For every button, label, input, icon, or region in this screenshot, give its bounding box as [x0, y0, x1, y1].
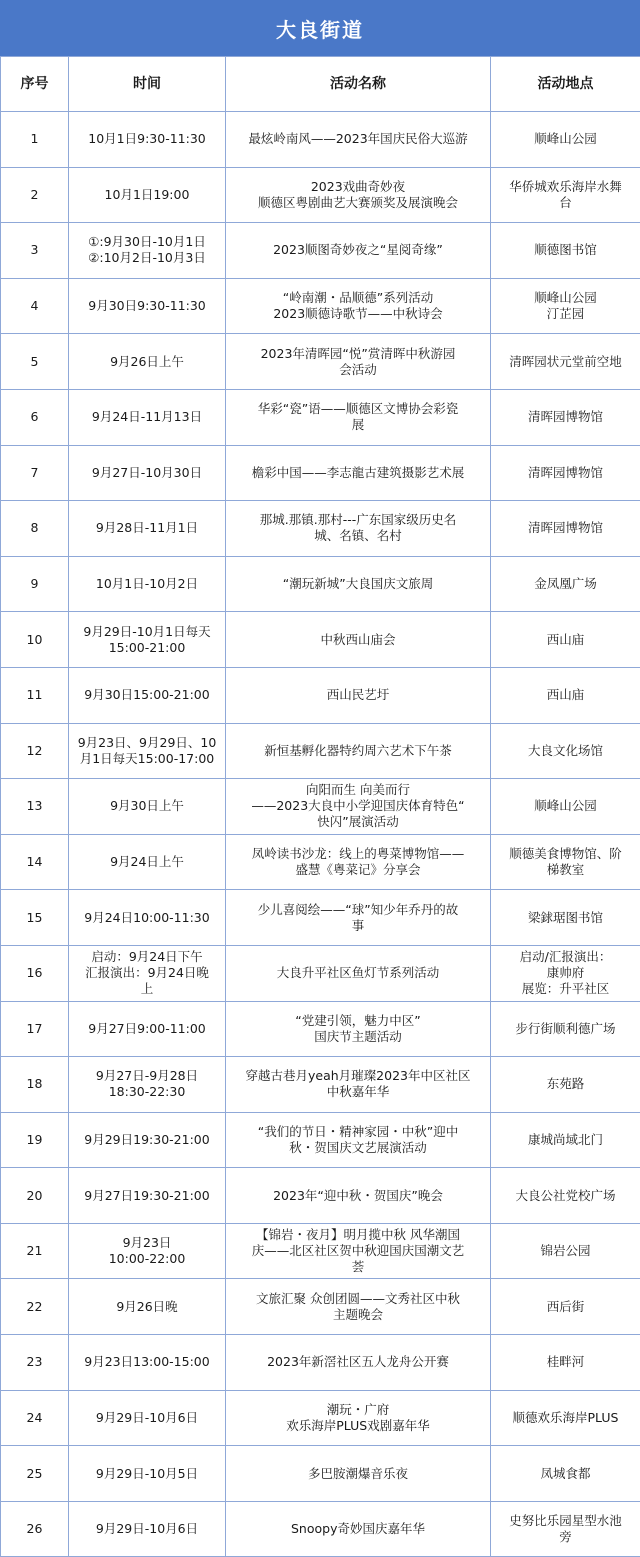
row-activity-name-cell — [226, 445, 491, 501]
row-time: 10月1日-10月2日 — [95, 576, 199, 592]
row-time-cell — [69, 834, 226, 890]
row-time-cell — [69, 1223, 226, 1279]
row-place: 清晖园博物馆 — [527, 409, 603, 425]
row-number-cell — [1, 1446, 69, 1502]
row-place-cell — [491, 612, 640, 668]
row-time: 9月23日、9月29日、10 月1日每天15:00-17:00 — [77, 734, 217, 766]
row-activity-name-cell — [226, 1501, 491, 1557]
row-place-cell — [491, 890, 640, 946]
row-time: 9月26日上午 — [110, 353, 184, 369]
table-row — [1, 945, 640, 1001]
row-number-cell — [1, 945, 69, 1001]
row-place-cell — [491, 445, 640, 501]
row-number: 6 — [30, 409, 39, 425]
row-time: ①:9月30日-10月1日 ②:10月2日-10月3日 — [88, 234, 206, 266]
row-number: 1 — [30, 131, 39, 147]
row-place: 顺峰山公园 — [534, 131, 597, 147]
row-time: 9月30日9:30-11:30 — [88, 298, 206, 314]
activity-table — [0, 56, 640, 1557]
row-place: 康城尚域北门 — [527, 1131, 603, 1147]
row-activity-name: 2023年“迎中秋・贺国庆”晚会 — [273, 1187, 443, 1203]
table-row — [1, 1446, 640, 1502]
row-time: 9月29日-10月6日 — [95, 1409, 199, 1425]
row-number: 8 — [30, 520, 39, 536]
row-number: 11 — [26, 687, 43, 703]
row-place: 西后街 — [546, 1298, 585, 1314]
row-time-cell — [69, 779, 226, 835]
row-place: 西山庙 — [546, 687, 585, 703]
row-activity-name-cell — [226, 1335, 491, 1391]
row-activity-name-cell — [226, 167, 491, 223]
row-activity-name: 穿越古巷月yeah月璀璨2023年中区社区 中秋嘉年华 — [245, 1068, 471, 1100]
row-activity-name: “党建引领，魅力中区” 国庆节主题活动 — [295, 1012, 421, 1044]
row-activity-name-cell — [226, 501, 491, 557]
table-row — [1, 1223, 640, 1279]
row-time-cell — [69, 278, 226, 334]
row-activity-name: 凤岭读书沙龙：线上的粤菜博物馆—— 盛慧《粤菜记》分享会 — [251, 846, 465, 878]
row-time: 9月29日-10月1日每天 15:00-21:00 — [83, 623, 211, 655]
row-number-cell — [1, 1223, 69, 1279]
row-place: 清晖园博物馆 — [527, 464, 603, 480]
row-number: 18 — [26, 1076, 43, 1092]
row-time-cell — [69, 945, 226, 1001]
row-time-cell — [69, 167, 226, 223]
row-time-cell — [69, 1001, 226, 1057]
row-place: 金凤凰广场 — [534, 576, 597, 592]
row-activity-name-cell — [226, 890, 491, 946]
row-time: 9月30日上午 — [110, 798, 184, 814]
row-time-cell — [69, 389, 226, 445]
row-number: 25 — [26, 1465, 43, 1481]
row-number-cell — [1, 1390, 69, 1446]
row-place-cell — [491, 556, 640, 612]
header-place: 活动地点 — [491, 57, 640, 112]
row-activity-name-cell — [226, 556, 491, 612]
page-title: 大良街道 — [0, 0, 640, 56]
table-row — [1, 1057, 640, 1113]
row-number-cell — [1, 1501, 69, 1557]
row-place: 清晖园博物馆 — [527, 520, 603, 536]
row-time-cell — [69, 1446, 226, 1502]
table-row — [1, 223, 640, 279]
row-number-cell — [1, 723, 69, 779]
row-activity-name: 华彩“瓷”语——顺德区文博协会彩瓷 展 — [257, 401, 459, 433]
row-time-cell — [69, 612, 226, 668]
row-time: 9月29日19:30-21:00 — [84, 1131, 210, 1147]
row-time-cell — [69, 223, 226, 279]
row-activity-name-cell — [226, 945, 491, 1001]
row-place: 梁銶琚图书馆 — [527, 909, 603, 925]
header-time: 时间 — [69, 57, 226, 112]
row-place: 史努比乐园星型水池 旁 — [509, 1513, 622, 1545]
row-time-cell — [69, 1335, 226, 1391]
row-activity-name-cell — [226, 1112, 491, 1168]
row-time-cell — [69, 1390, 226, 1446]
table-row — [1, 556, 640, 612]
row-number: 22 — [26, 1298, 43, 1314]
row-place: 桂畔河 — [546, 1354, 585, 1370]
row-activity-name: 檐彩中国——李志龍古建筑摄影艺术展 — [251, 464, 465, 480]
row-place-cell — [491, 1335, 640, 1391]
row-activity-name: “岭南潮・品顺德”系列活动 2023顺德诗歌节——中秋诗会 — [273, 290, 443, 322]
row-activity-name-cell — [226, 389, 491, 445]
row-place-cell — [491, 389, 640, 445]
row-time-cell — [69, 1112, 226, 1168]
row-time-cell — [69, 890, 226, 946]
row-place: 顺德欢乐海岸PLUS — [512, 1409, 619, 1425]
row-number: 23 — [26, 1354, 43, 1370]
row-time: 9月29日-10月5日 — [95, 1465, 199, 1481]
row-place-cell — [491, 779, 640, 835]
row-activity-name-cell — [226, 834, 491, 890]
row-place-cell — [491, 167, 640, 223]
row-place-cell — [491, 1390, 640, 1446]
row-place: 凤城食都 — [540, 1465, 591, 1481]
row-activity-name-cell — [226, 223, 491, 279]
row-number-cell — [1, 278, 69, 334]
row-place: 顺德图书馆 — [534, 242, 597, 258]
row-place-cell — [491, 1168, 640, 1224]
row-place-cell — [491, 501, 640, 557]
row-activity-name-cell — [226, 779, 491, 835]
row-number-cell — [1, 1335, 69, 1391]
row-place: 华侨城欢乐海岸水舞 台 — [509, 178, 622, 210]
table-row — [1, 723, 640, 779]
row-time: 10月1日9:30-11:30 — [88, 131, 206, 147]
row-activity-name-cell — [226, 1390, 491, 1446]
table-row — [1, 1001, 640, 1057]
row-place-cell — [491, 1446, 640, 1502]
row-number-cell — [1, 501, 69, 557]
row-place: 东苑路 — [546, 1076, 585, 1092]
row-place-cell — [491, 834, 640, 890]
row-time: 9月27日-10月30日 — [91, 464, 203, 480]
row-time: 9月24日-11月13日 — [91, 409, 203, 425]
row-number-cell — [1, 223, 69, 279]
row-number: 24 — [26, 1409, 43, 1425]
row-place-cell — [491, 278, 640, 334]
row-place: 清晖园状元堂前空地 — [509, 353, 622, 369]
row-place: 西山庙 — [546, 631, 585, 647]
row-number-cell — [1, 112, 69, 168]
row-activity-name: 文旅汇聚 众创团圆——文秀社区中秋 主题晚会 — [256, 1290, 460, 1322]
row-activity-name: 向阳而生 向美而行 ——2023大良中小学迎国庆体育特色“ 快闪”展演活动 — [251, 782, 465, 830]
row-place: 顺德美食博物馆、阶 梯教室 — [509, 846, 622, 878]
row-activity-name-cell — [226, 1446, 491, 1502]
row-time: 9月23日 10:00-22:00 — [108, 1235, 186, 1267]
row-activity-name-cell — [226, 334, 491, 390]
row-number-cell — [1, 779, 69, 835]
row-activity-name: 那城.那镇.那村---广东国家级历史名 城、名镇、名村 — [259, 512, 457, 544]
header-no: 序号 — [1, 57, 69, 112]
row-number: 12 — [26, 742, 43, 758]
table-row — [1, 1168, 640, 1224]
row-time-cell — [69, 1057, 226, 1113]
table-row — [1, 1279, 640, 1335]
table-row — [1, 334, 640, 390]
row-number-cell — [1, 167, 69, 223]
row-activity-name: 少儿喜阅绘——“球”知少年乔丹的故 事 — [257, 901, 459, 933]
row-place-cell — [491, 1279, 640, 1335]
row-place-cell — [491, 723, 640, 779]
row-activity-name: 【锦岩・夜月】明月揽中秋 风华潮国 庆——北区社区贺中秋迎国庆国潮文艺 荟 — [251, 1227, 465, 1275]
row-place-cell — [491, 1501, 640, 1557]
row-activity-name-cell — [226, 1168, 491, 1224]
row-number-cell — [1, 556, 69, 612]
row-place-cell — [491, 1057, 640, 1113]
row-activity-name: “我们的节日・精神家园・中秋”迎中 秋・贺国庆文艺展演活动 — [257, 1123, 459, 1155]
row-number: 9 — [30, 576, 39, 592]
row-time-cell — [69, 445, 226, 501]
table-row — [1, 445, 640, 501]
row-number: 13 — [26, 798, 43, 814]
table-row — [1, 167, 640, 223]
table-row — [1, 1112, 640, 1168]
row-place: 启动/汇报演出： 康帅府 展览：升平社区 — [519, 949, 612, 997]
table-row — [1, 890, 640, 946]
row-number: 17 — [26, 1020, 43, 1036]
row-time-cell — [69, 1279, 226, 1335]
row-activity-name: 多巴胺潮爆音乐夜 — [307, 1465, 408, 1481]
row-number: 21 — [26, 1243, 43, 1259]
row-number: 10 — [26, 631, 43, 647]
row-time: 9月27日9:00-11:00 — [88, 1020, 206, 1036]
row-place-cell — [491, 945, 640, 1001]
row-activity-name: 新恒基孵化器特约周六艺术下午茶 — [264, 742, 452, 758]
row-time: 9月23日13:00-15:00 — [84, 1354, 210, 1370]
row-time: 9月28日-11月1日 — [95, 520, 199, 536]
row-time: 9月29日-10月6日 — [95, 1521, 199, 1537]
table-header-row — [1, 57, 640, 112]
table-row — [1, 389, 640, 445]
row-activity-name-cell — [226, 612, 491, 668]
row-activity-name-cell — [226, 723, 491, 779]
row-activity-name-cell — [226, 1223, 491, 1279]
row-number-cell — [1, 1001, 69, 1057]
row-activity-name-cell — [226, 1001, 491, 1057]
row-number-cell — [1, 834, 69, 890]
row-place-cell — [491, 112, 640, 168]
row-time: 9月27日19:30-21:00 — [84, 1187, 210, 1203]
row-number-cell — [1, 667, 69, 723]
row-number-cell — [1, 1112, 69, 1168]
row-place-cell — [491, 1223, 640, 1279]
row-time-cell — [69, 1501, 226, 1557]
row-number: 4 — [30, 298, 39, 314]
row-place-cell — [491, 667, 640, 723]
row-time-cell — [69, 723, 226, 779]
row-number-cell — [1, 389, 69, 445]
row-activity-name-cell — [226, 1057, 491, 1113]
header-name: 活动名称 — [226, 57, 491, 112]
row-number: 20 — [26, 1187, 43, 1203]
row-activity-name-cell — [226, 278, 491, 334]
row-number: 2 — [30, 186, 39, 202]
row-number: 7 — [30, 464, 39, 480]
row-activity-name: 潮玩・广府 欢乐海岸PLUS戏剧嘉年华 — [286, 1401, 430, 1433]
row-time: 启动：9月24日下午 汇报演出：9月24日晚 上 — [85, 949, 209, 997]
row-place-cell — [491, 223, 640, 279]
row-place: 顺峰山公园 — [534, 798, 597, 814]
row-time: 9月26日晚 — [116, 1298, 178, 1314]
row-number: 19 — [26, 1131, 43, 1147]
row-number-cell — [1, 890, 69, 946]
row-number-cell — [1, 1057, 69, 1113]
row-number: 14 — [26, 854, 43, 870]
row-number: 3 — [30, 242, 39, 258]
row-time: 9月24日上午 — [110, 854, 184, 870]
row-activity-name: Snoopy奇妙国庆嘉年华 — [291, 1521, 425, 1537]
row-place: 大良文化场馆 — [527, 742, 603, 758]
table-row — [1, 278, 640, 334]
row-number: 15 — [26, 909, 43, 925]
row-time-cell — [69, 112, 226, 168]
row-activity-name: 2023戏曲奇妙夜 顺德区粤剧曲艺大赛颁奖及展演晚会 — [257, 178, 458, 210]
row-place-cell — [491, 334, 640, 390]
row-time: 10月1日19:00 — [104, 186, 190, 202]
row-number-cell — [1, 1279, 69, 1335]
table-row — [1, 834, 640, 890]
table-row — [1, 112, 640, 168]
table-row — [1, 667, 640, 723]
row-time: 9月30日15:00-21:00 — [84, 687, 210, 703]
row-number: 5 — [30, 353, 39, 369]
row-time-cell — [69, 1168, 226, 1224]
row-place: 步行街顺利德广场 — [515, 1020, 616, 1036]
row-time-cell — [69, 334, 226, 390]
row-place: 大良公社党校广场 — [515, 1187, 616, 1203]
row-activity-name: 中秋西山庙会 — [320, 631, 396, 647]
row-number-cell — [1, 612, 69, 668]
row-activity-name-cell — [226, 1279, 491, 1335]
row-time-cell — [69, 556, 226, 612]
row-activity-name-cell — [226, 667, 491, 723]
row-number: 26 — [26, 1521, 43, 1537]
row-time-cell — [69, 667, 226, 723]
row-time: 9月24日10:00-11:30 — [84, 909, 210, 925]
row-activity-name: 大良升平社区鱼灯节系列活动 — [276, 965, 440, 981]
row-activity-name: 最炫岭南风——2023年国庆民俗大巡游 — [248, 131, 468, 147]
row-number-cell — [1, 334, 69, 390]
row-activity-name: “潮玩新城”大良国庆文旅周 — [282, 576, 434, 592]
row-time: 9月27日-9月28日 18:30-22:30 — [95, 1068, 199, 1100]
row-activity-name: 2023年清晖园“悦”赏清晖中秋游园 会活动 — [260, 345, 456, 377]
row-place: 顺峰山公园 汀芷园 — [534, 290, 597, 322]
row-activity-name: 西山民艺圩 — [326, 687, 390, 703]
table-row — [1, 1390, 640, 1446]
table-row — [1, 612, 640, 668]
row-activity-name: 2023年新滘社区五人龙舟公开赛 — [267, 1354, 449, 1370]
table-body — [1, 112, 640, 1557]
table-row — [1, 1501, 640, 1557]
row-number: 16 — [26, 965, 43, 981]
row-activity-name-cell — [226, 112, 491, 168]
row-place-cell — [491, 1001, 640, 1057]
row-number-cell — [1, 445, 69, 501]
row-number-cell — [1, 1168, 69, 1224]
table-row — [1, 779, 640, 835]
row-place: 锦岩公园 — [540, 1243, 591, 1259]
row-time-cell — [69, 501, 226, 557]
row-place-cell — [491, 1112, 640, 1168]
table-row — [1, 501, 640, 557]
row-activity-name: 2023顺图奇妙夜之“星阅奇缘” — [273, 242, 443, 258]
table-row — [1, 1335, 640, 1391]
